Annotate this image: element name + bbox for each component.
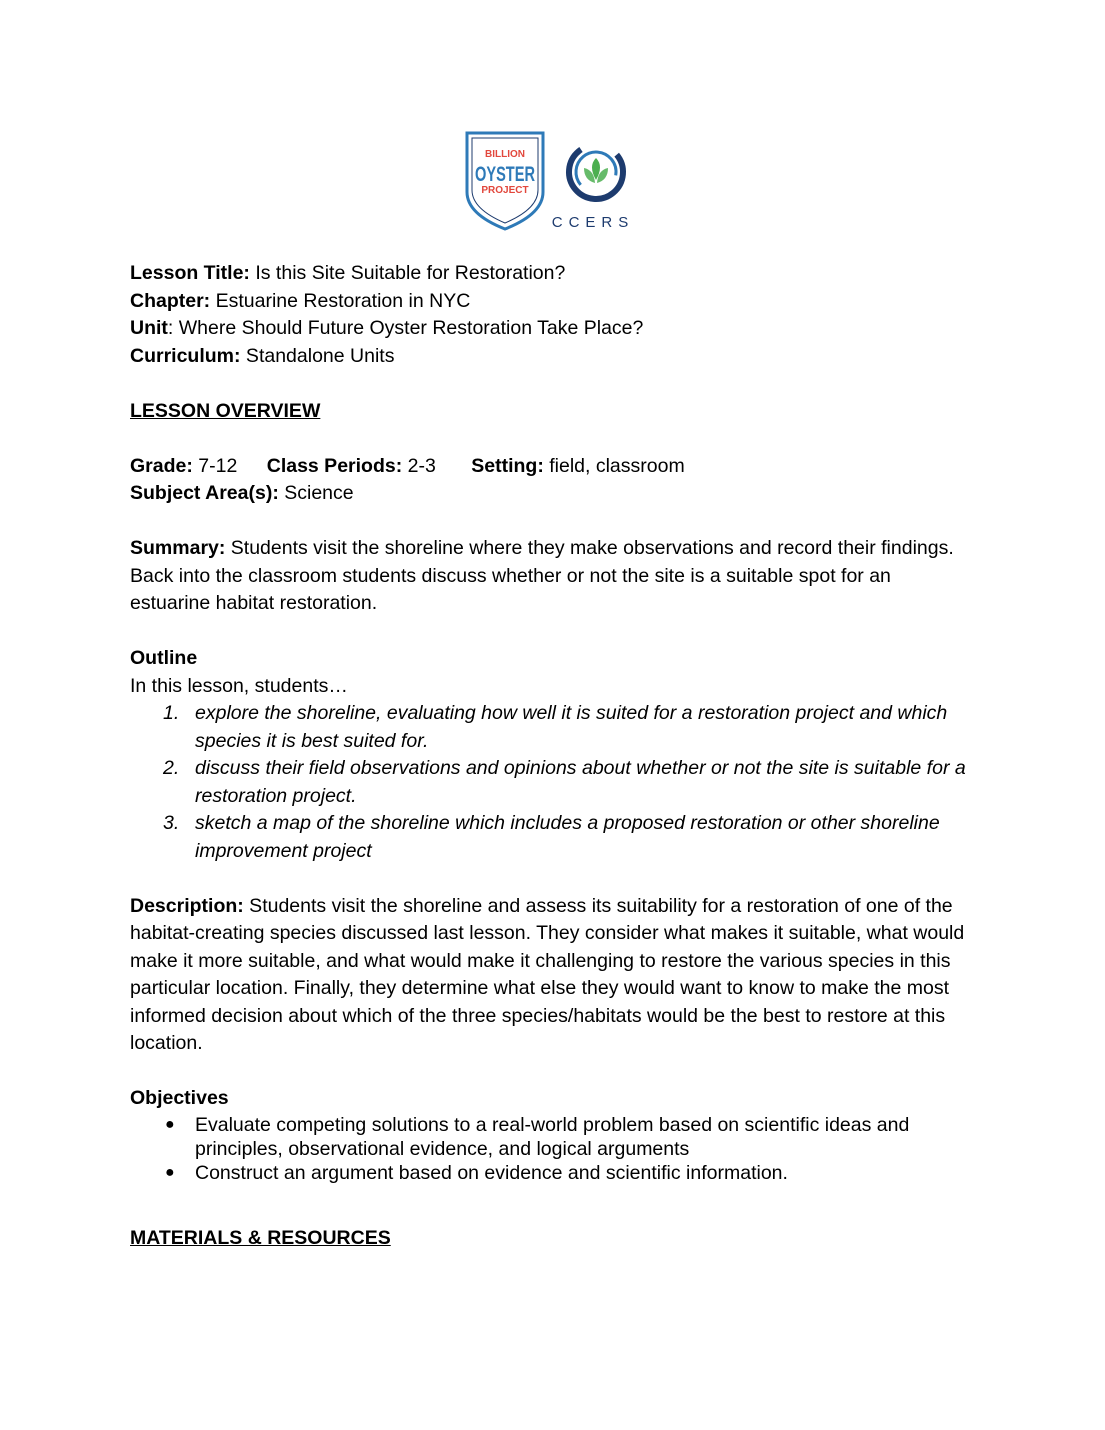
lesson-title-value: Is this Site Suitable for Restoration? [249,262,566,284]
unit-line [130,315,975,343]
curriculum-line [130,343,975,371]
list-item-text: Construct an argument based on evidence and scientific information. [195,1161,788,1184]
list-item [130,700,975,755]
summary-paragraph [130,535,975,618]
class-periods-label: Class Periods: [266,454,403,477]
chapter-label: Chapter: [130,289,211,312]
list-item-text: Evaluate competing solutions to a real-world problem based on scientific ideas and principles, observational evidence, and logical arguments [195,1113,910,1160]
list-item-text: sketch a map of the shoreline which includes a proposed restoration or other shoreline improvement project [195,812,940,862]
summary-label: Summary: [130,537,226,559]
description-label: Description: [130,894,244,917]
list-item-text: discuss their field observations and opinions about whether or not the site is suitable for a restoration project. [195,757,966,807]
outline-list [130,700,975,865]
logos-svg [464,130,644,232]
grade-row [130,453,975,481]
list-item-number: 2. [163,757,180,779]
grade-value: 7-12 [192,454,238,477]
chapter-line [130,288,975,316]
logo-group [464,130,644,232]
list-item [130,755,975,810]
objectives-heading: Objectives [130,1087,229,1109]
list-item-number: 3. [163,812,180,834]
setting-label: Setting: [471,454,544,477]
lesson-title-label: Lesson Title: [130,262,250,284]
chapter-value: Estuarine Restoration in NYC [210,289,471,312]
list-item-text: explore the shoreline, evaluating how well it is suited for a restoration project and which species it is best suited for. [195,702,948,752]
outline-heading: Outline [130,647,198,669]
class-periods-value: 2-3 [402,454,436,477]
list-item-number: 1. [163,702,180,724]
outline-intro: In this lesson, students… [130,674,348,697]
list-item [130,1161,975,1185]
unit-value: : Where Should Future Oyster Restoration Take Place? [167,317,644,339]
setting-value: field, classroom [543,454,685,477]
curriculum-value: Standalone Units [240,344,395,367]
unit-label: Unit [130,317,168,339]
lesson-overview-heading: LESSON OVERVIEW [130,399,321,422]
description-text: Students visit the shoreline and assess its suitability for a restoration of one of the habitat-creating species discussed last lesson. They consider what makes it suitable, what would make it more suitable, and what would make it challenging to restore the various species in this particular location. Finally, they determine what else they would want to know to make the most informed decision about which of the three species/habitats would be the best to restore at this location. [130,894,965,1054]
bullet-icon: ● [165,1163,175,1181]
lesson-title-line [130,260,975,288]
document-body [130,260,975,1252]
bop-line1: BILLION [485,149,525,160]
ccers-logo [552,134,635,231]
bop-line3: PROJECT [481,185,529,196]
description-paragraph [130,893,975,1058]
objectives-list [130,1113,975,1185]
summary-text: Students visit the shoreline where they make observations and record their findings. Back into the classroom students discuss whether or not the site is a suitable spot for an estuarine habitat restoration. [130,537,954,614]
ccers-text: CCERS [551,214,635,231]
billion-oyster-project-logo [467,133,543,229]
list-item [130,1113,975,1161]
subject-value: Science [278,482,354,504]
bullet-icon: ● [165,1115,175,1133]
grade-label: Grade: [130,454,193,477]
bop-line2: OYSTER [475,163,535,186]
subject-line [130,480,975,508]
curriculum-label: Curriculum: [130,344,241,367]
list-item [130,810,975,865]
materials-resources-heading: MATERIALS & RESOURCES [130,1226,391,1249]
subject-label: Subject Area(s): [130,482,279,504]
